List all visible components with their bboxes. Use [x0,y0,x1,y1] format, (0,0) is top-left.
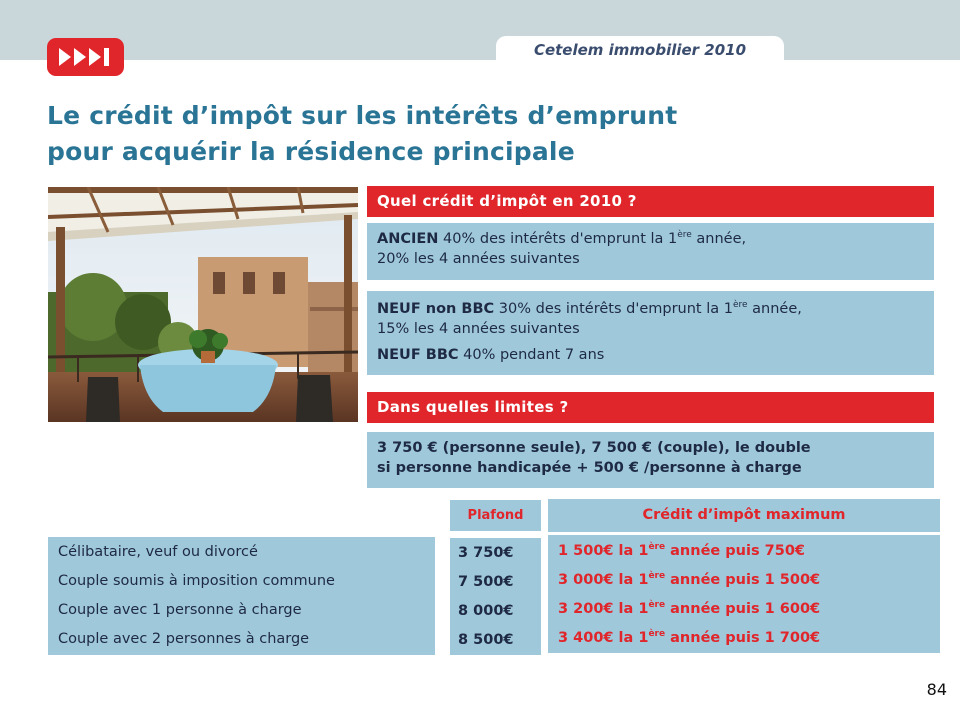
table-row-credit: 3 200€ la 1ère année puis 1 600€ [558,600,821,617]
table-row-situation: Célibataire, veuf ou divorcé [58,544,258,560]
ancien-line-1: ANCIEN 40% des intérêts d'emprunt la 1ère année, [377,230,747,247]
section-heading-credit: Quel crédit d’impôt en 2010 ? [367,186,934,217]
page-title [47,98,677,170]
neuf-bbc-label: NEUF BBC [377,347,459,363]
limits-box [367,432,934,488]
section-heading-limits: Dans quelles limites ? [367,392,934,423]
brand-label: Cetelem immobilier 2010 [533,41,747,59]
table-row-credit: 3 000€ la 1ère année puis 1 500€ [558,571,821,588]
table-row-plafond: 3 750€ [458,545,514,561]
table-row-plafond: 8 000€ [458,603,514,619]
neuf-non-bbc-line-2: 15% les 4 années suivantes [377,321,580,337]
limits-line-1: 3 750 € (personne seule), 7 500 € (couple), le double [377,440,811,456]
title-line-1: Le crédit d’impôt sur les intérêts d’emprunt [47,101,678,130]
fast-forward-icon [47,38,124,76]
ancien-line-2: 20% les 4 années suivantes [377,251,580,267]
plafond-column [450,538,541,655]
table-row-plafond: 7 500€ [458,574,514,590]
limits-line-2: si personne handicapée + 500 € /personne à charge [377,460,802,476]
table-row-plafond: 8 500€ [458,632,514,648]
brand-tab [496,36,784,64]
title-line-2: pour acquérir la résidence principale [47,137,575,166]
ancien-label: ANCIEN [377,231,439,247]
table-row-credit: 3 400€ la 1ère année puis 1 700€ [558,629,821,646]
ancien-box [367,223,934,280]
table-row-situation: Couple avec 2 personnes à charge [58,631,310,647]
credit-max-header: Crédit d’impôt maximum [548,499,940,532]
table-row-situation: Couple avec 1 personne à charge [58,602,302,618]
neuf-non-bbc-label: NEUF non BBC [377,301,495,317]
plafond-header: Plafond [450,500,541,531]
page-number: 84 [926,680,947,699]
neuf-box [367,291,934,375]
neuf-bbc-line: NEUF BBC 40% pendant 7 ans [377,347,605,363]
table-row-situation: Couple soumis à imposition commune [58,573,335,589]
credit-column [548,535,940,653]
situation-column [48,537,435,655]
table-row-credit: 1 500€ la 1ère année puis 750€ [558,542,805,559]
top-band [0,0,960,60]
terrace-photo [48,187,358,422]
neuf-non-bbc-line-1: NEUF non BBC 30% des intérêts d'emprunt la 1ère année, [377,300,802,317]
